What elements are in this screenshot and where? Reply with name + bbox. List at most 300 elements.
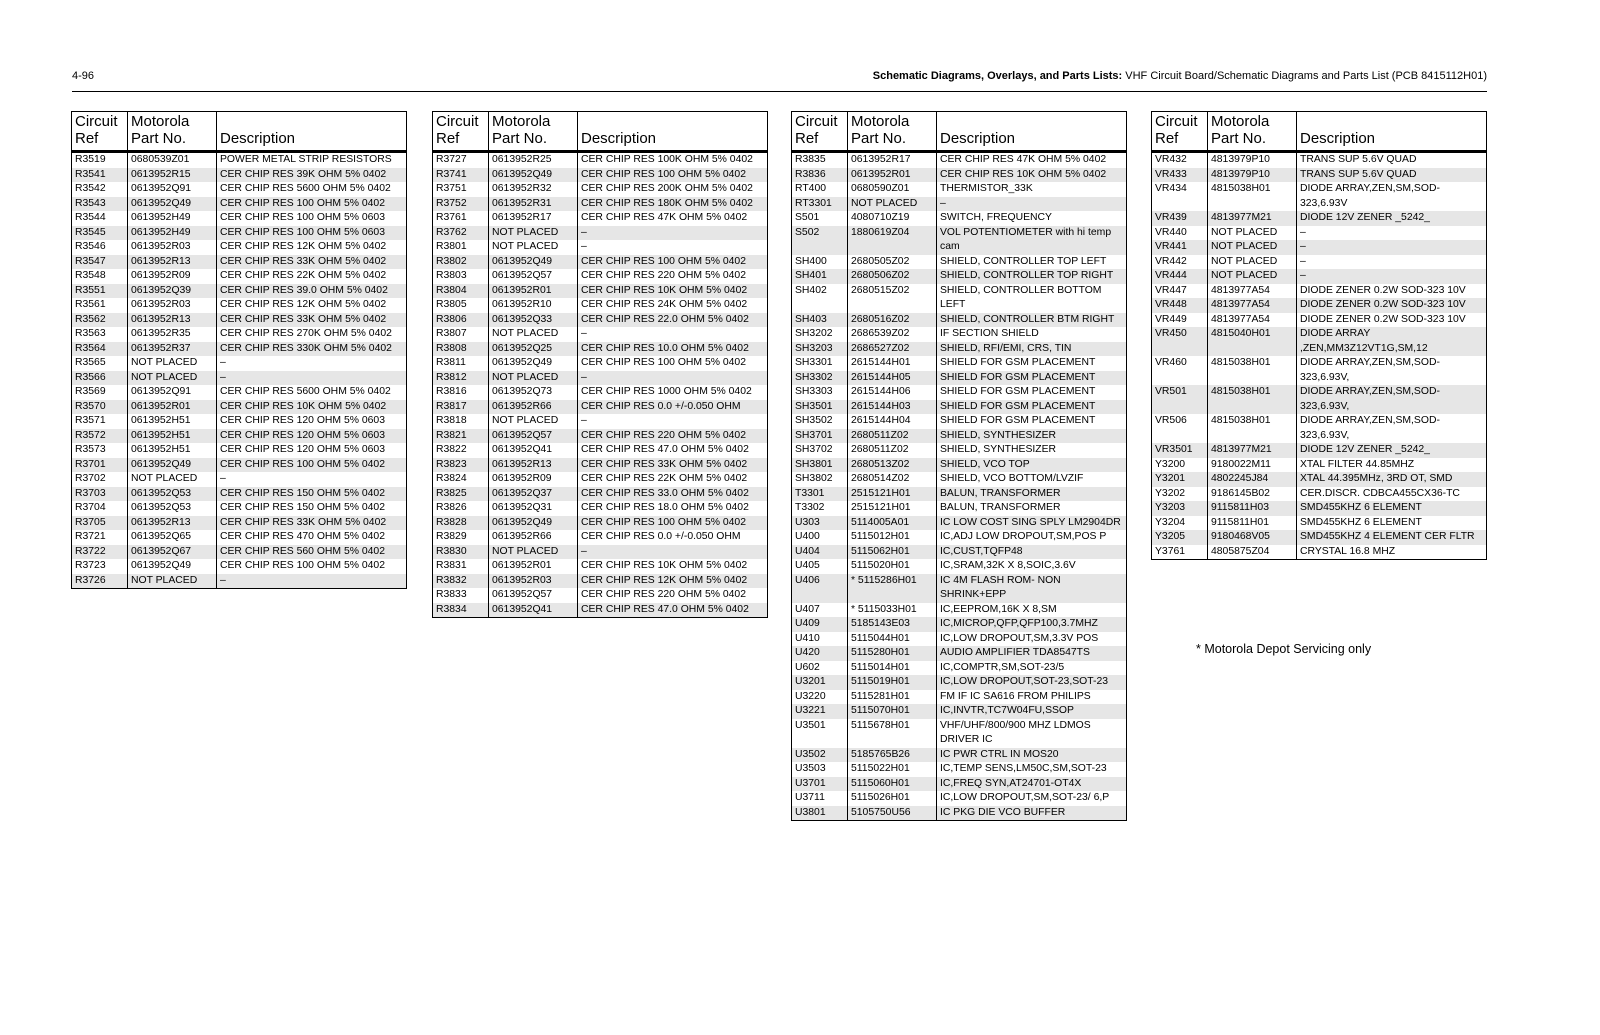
cell-description: DIODE ARRAY,ZEN,SM,SOD-323,6.93V, [1297,385,1487,414]
cell-description: IC,FREQ SYN,AT24701-OT4X [937,777,1127,792]
cell-description: DIODE ARRAY ,ZEN,MM3Z12VT1G,SM,12 [1297,327,1487,356]
table-row [792,313,1127,328]
table-row [792,762,1127,777]
table-row [72,298,407,313]
cell-circuit-ref: U3801 [792,806,848,821]
cell-description: CER CHIP RES 10K OHM 5% 0402 [578,284,768,299]
cell-description: CER CHIP RES 100 OHM 5% 0402 [217,559,407,574]
cell-circuit-ref: U3201 [792,675,848,690]
cell-circuit-ref: U409 [792,617,848,632]
cell-circuit-ref: VR448 [1152,298,1208,313]
cell-circuit-ref: U3220 [795,690,826,702]
cell-description: DIODE ARRAY,ZEN,SM,SOD-323,6.93V [1297,182,1487,211]
cell-circuit-ref: R3570 [72,400,128,415]
cell-part-no: 5115678H01 [848,719,937,748]
cell-part-no: 2680506Z02 [848,269,937,284]
cell-description: IC,ADJ LOW DROPOUT,SM,POS P [937,530,1127,545]
cell-part-no: 5115281H01 [848,690,937,705]
cell-circuit-ref: U406 [792,574,848,603]
table-row [72,255,407,270]
cell-description: CER CHIP RES 0.0 +/-0.050 OHM [578,530,768,545]
cell-part-no: 0680590Z01 [848,182,937,197]
cell-circuit-ref: SH3701 [792,429,848,444]
table-row [72,226,407,241]
cell-part-no: 0613952R13 [489,458,578,473]
table-row [433,429,768,444]
cell-circuit-ref: R3723 [75,560,106,571]
cell-part-no: 0613952Q39 [128,284,217,299]
cell-part-no: 0613952Q91 [128,385,217,400]
cell-description: CER CHIP RES 560 OHM 5% 0402 [217,545,407,560]
cell-description: SHIELD, CONTROLLER BTM RIGHT [937,313,1127,328]
cell-description: CER CHIP RES 33K OHM 5% 0402 [217,255,407,270]
cell-part-no: 0613952H51 [128,429,217,444]
table-row [1152,516,1487,531]
cell-part-no: 2615144H06 [848,385,937,400]
table-row [792,675,1127,690]
cell-circuit-ref: Y3204 [1155,516,1186,528]
cell-circuit-ref: R3548 [75,270,106,281]
table-row [1152,356,1487,385]
table-row [433,226,768,241]
cell-circuit-ref: R3572 [72,429,128,444]
cell-part-no: 5115060H01 [848,777,937,792]
table-row [72,516,407,531]
table-row [1152,501,1487,516]
cell-description: IC,EEPROM,16K X 8,SM [937,603,1127,618]
col-header-description: Description [937,112,1127,152]
table-row [433,313,768,328]
table-row [72,487,407,502]
cell-description: CER CHIP RES 22K OHM 5% 0402 [578,472,768,487]
cell-description: DIODE ZENER 0.2W SOD-323 10V [1297,284,1487,299]
cell-part-no: 2615144H01 [848,356,937,371]
cell-part-no: 0613952H49 [128,211,217,226]
cell-circuit-ref: SH3303 [795,386,833,397]
table-row [792,617,1127,632]
cell-description: CER CHIP RES 39K OHM 5% 0402 [217,168,407,183]
cell-description: SHIELD FOR GSM PLACEMENT [937,414,1127,429]
table-row [72,458,407,473]
cell-circuit-ref: SH403 [792,313,848,328]
cell-description: CER CHIP RES 10K OHM 5% 0402 [217,400,407,415]
cell-circuit-ref: R3812 [433,371,489,386]
cell-circuit-ref: R3803 [436,270,467,281]
cell-circuit-ref: R3543 [72,197,128,212]
cell-circuit-ref: R3542 [75,183,106,194]
cell-description: CER CHIP RES 100 OHM 5% 0402 [217,197,407,212]
cell-circuit-ref: R3541 [72,168,128,183]
cell-part-no: 0613952H51 [128,414,217,429]
cell-circuit-ref: R3565 [75,357,106,368]
cell-part-no: 5115026H01 [848,791,937,806]
cell-description: CER CHIP RES 100 OHM 5% 0603 [217,226,407,241]
table-row [792,559,1127,574]
table-row [792,704,1127,719]
cell-part-no: 0613952R13 [128,313,217,328]
cell-description: CRYSTAL 16.8 MHZ [1297,545,1487,560]
table-row [72,284,407,299]
cell-circuit-ref: R3802 [433,255,489,270]
cell-part-no: 0613952R13 [128,516,217,531]
cell-circuit-ref: R3547 [72,255,128,270]
page-title-bold: Schematic Diagrams, Overlays, and Parts Lists: [872,70,1123,82]
cell-part-no: NOT PLACED [128,356,217,371]
cell-part-no: 9115811H03 [1208,501,1297,516]
cell-part-no: 5115062H01 [848,545,937,560]
cell-part-no: 0613952R17 [489,211,578,226]
cell-description: SMD455KHZ 4 ELEMENT CER FLTR [1297,530,1487,545]
table-row [433,240,768,255]
table-row [72,327,407,342]
col-header-circuit-ref: Circuit Ref [72,112,128,152]
cell-part-no: 0613952R10 [489,298,578,313]
col-header-part-no: Motorola Part No. [128,112,217,152]
cell-part-no: NOT PLACED [489,327,578,342]
table-row [792,603,1127,618]
table-row [792,632,1127,647]
table-row [433,211,768,226]
cell-description: – [937,197,1127,212]
cell-circuit-ref: U3502 [792,748,848,763]
cell-part-no: 2615144H04 [848,414,937,429]
cell-circuit-ref: S502 [792,226,848,255]
cell-part-no: 0613952R01 [489,284,578,299]
cell-part-no: 0613952Q57 [489,429,578,444]
cell-part-no: NOT PLACED [128,472,217,487]
cell-part-no: 0613952Q49 [489,255,578,270]
table-header-row [433,112,768,152]
cell-description: – [578,371,768,386]
table-row [433,443,768,458]
cell-description: CER CHIP RES 220 OHM 5% 0402 [578,588,768,603]
cell-description: CER.DISCR. CDBCA455CX36-TC [1297,487,1487,502]
cell-circuit-ref: SH3203 [792,342,848,357]
table-row [792,327,1127,342]
cell-description: XTAL FILTER 44.85MHZ [1297,458,1487,473]
table-row [72,414,407,429]
table-row [792,545,1127,560]
cell-part-no: 4805875Z04 [1208,545,1297,560]
cell-circuit-ref: R3702 [75,473,106,484]
table-row [72,574,407,589]
cell-circuit-ref: R3823 [433,458,489,473]
cell-part-no: 4813979P10 [1208,152,1297,168]
cell-part-no: 9180022M11 [1208,458,1297,473]
cell-description: BALUN, TRANSFORMER [937,501,1127,516]
table-row [433,152,768,168]
cell-circuit-ref: SH3801 [792,458,848,473]
cell-part-no: * 5115033H01 [848,603,937,618]
cell-circuit-ref: R3741 [433,168,489,183]
table-row [1152,327,1487,356]
cell-part-no: 0613952Q49 [128,197,217,212]
cell-description: IC,COMPTR,SM,SOT-23/5 [937,661,1127,676]
cell-circuit-ref: VR460 [1155,357,1187,368]
table-row [72,356,407,371]
cell-part-no: 0613952Q41 [489,443,578,458]
cell-description: SHIELD, CONTROLLER TOP RIGHT [937,269,1127,284]
cell-circuit-ref: SH3702 [795,444,833,455]
cell-description: CER CHIP RES 18.0 OHM 5% 0402 [578,501,768,516]
cell-description: CER CHIP RES 330K OHM 5% 0402 [217,342,407,357]
col-header-part-no: Motorola Part No. [1208,112,1297,152]
cell-circuit-ref: R3563 [75,328,106,339]
cell-description: CER CHIP RES 1000 OHM 5% 0402 [578,385,768,400]
table-row [792,429,1127,444]
table-row [433,588,768,603]
cell-circuit-ref: SH3502 [795,415,833,426]
cell-part-no: 0613952Q41 [489,603,578,618]
table-row [72,240,407,255]
cell-part-no: NOT PLACED [848,197,937,212]
table-row [72,168,407,183]
cell-circuit-ref: R3727 [436,154,467,165]
table-row [792,400,1127,415]
cell-circuit-ref: R3832 [433,574,489,589]
cell-description: CER CHIP RES 0.0 +/-0.050 OHM [578,400,768,415]
table-row [433,574,768,589]
table-row [792,777,1127,792]
cell-description: CER CHIP RES 22.0 OHM 5% 0402 [578,313,768,328]
cell-part-no: NOT PLACED [1208,269,1297,284]
cell-description: IC LOW COST SING SPLY LM2904DR [937,516,1127,531]
table-row [433,545,768,560]
cell-description: CER CHIP RES 10K OHM 5% 0402 [937,168,1127,183]
cell-circuit-ref: Y3200 [1155,458,1186,470]
cell-description: CER CHIP RES 33.0 OHM 5% 0402 [578,487,768,502]
table-row [792,152,1127,168]
col-header-circuit-ref: Circuit Ref [433,112,489,152]
table-row [72,472,407,487]
table-row [792,414,1127,429]
cell-part-no: 0613952R03 [489,574,578,589]
table-row [433,168,768,183]
page-title [873,70,1487,82]
cell-description: TRANS SUP 5.6V QUAD [1297,152,1487,168]
cell-circuit-ref: U404 [792,545,848,560]
table-row [72,385,407,400]
table-row [1152,530,1487,545]
cell-description: SHIELD, RFI/EMI, CRS, TIN [937,342,1127,357]
cell-circuit-ref: Y3203 [1152,501,1208,516]
cell-part-no: 5115044H01 [848,632,937,647]
cell-part-no: 0613952Q73 [489,385,578,400]
table-row [792,574,1127,603]
cell-part-no: 5115019H01 [848,675,937,690]
cell-part-no: 2680513Z02 [848,458,937,473]
cell-circuit-ref: R3569 [75,386,106,397]
cell-description: DIODE ARRAY,ZEN,SM,SOD-323,6.93V, [1297,414,1487,443]
cell-part-no: 0613952R01 [848,168,937,183]
cell-part-no: NOT PLACED [1208,240,1297,255]
cell-circuit-ref: R3571 [75,415,106,426]
cell-part-no: 0613952R25 [489,152,578,168]
table-row [792,806,1127,821]
table-row [433,269,768,284]
cell-part-no: 0613952R03 [128,298,217,313]
cell-description: CER CHIP RES 47.0 OHM 5% 0402 [578,603,768,618]
cell-circuit-ref: R3704 [75,502,106,513]
cell-circuit-ref: R3824 [436,473,467,484]
table-row [433,182,768,197]
cell-part-no: 0613952Q53 [128,501,217,516]
table-row [433,385,768,400]
col-header-circuit-ref: Circuit Ref [1152,112,1208,152]
table-row [792,255,1127,270]
table-row [433,603,768,618]
cell-part-no: 0613952R31 [489,197,578,212]
cell-circuit-ref: VR444 [1152,269,1208,284]
cell-description: DIODE ZENER 0.2W SOD-323 10V [1297,313,1487,328]
cell-circuit-ref: R3826 [436,502,467,513]
table-row [433,284,768,299]
table-row [433,458,768,473]
cell-part-no: 4813977A54 [1208,313,1297,328]
cell-part-no: 9180468V05 [1208,530,1297,545]
table-row [433,501,768,516]
cell-circuit-ref: U3711 [795,792,825,803]
cell-part-no: NOT PLACED [489,414,578,429]
cell-description: IC,TEMP SENS,LM50C,SM,SOT-23 [937,762,1127,777]
cell-circuit-ref: VR506 [1155,415,1187,426]
table-row [792,748,1127,763]
cell-circuit-ref: R3822 [436,444,467,455]
table-row [1152,284,1487,299]
cell-part-no: 2680515Z02 [848,284,937,313]
table-row [72,559,407,574]
table-row [1152,168,1487,183]
col-header-circuit-ref: Circuit Ref [792,112,848,152]
table-row [792,443,1127,458]
table-row [792,342,1127,357]
cell-description: SMD455KHZ 6 ELEMENT [1297,516,1487,531]
table-row [1152,472,1487,487]
cell-description: – [578,545,768,560]
cell-description: CER CHIP RES 39.0 OHM 5% 0402 [217,284,407,299]
cell-part-no: 0613952Q31 [489,501,578,516]
cell-part-no: 1880619Z04 [848,226,937,255]
cell-part-no: 0613952R13 [128,255,217,270]
cell-circuit-ref: R3561 [75,299,106,310]
cell-circuit-ref: R3830 [433,545,489,560]
cell-circuit-ref: SH400 [795,255,827,267]
parts-table-3 [791,111,1127,821]
cell-description: CER CHIP RES 24K OHM 5% 0402 [578,298,768,313]
cell-circuit-ref: R3722 [72,545,128,560]
cell-circuit-ref: U405 [795,560,820,571]
table-row [792,791,1127,806]
table-row [433,414,768,429]
cell-part-no: 4802245J84 [1208,472,1297,487]
table-row [433,255,768,270]
cell-circuit-ref: R3833 [436,589,467,600]
cell-description: IC,LOW DROPOUT,SOT-23,SOT-23 [937,675,1127,690]
cell-part-no: 0613952Q25 [489,342,578,357]
cell-description: SHIELD FOR GSM PLACEMENT [937,400,1127,415]
col-header-description: Description [217,112,407,152]
cell-part-no: 0613952R17 [848,152,937,168]
col-header-description: Description [578,112,768,152]
cell-description: IC PWR CTRL IN MOS20 [937,748,1127,763]
cell-part-no: 2680514Z02 [848,472,937,487]
table-row [1152,385,1487,414]
table-row [433,298,768,313]
cell-description: CER CHIP RES 180K OHM 5% 0402 [578,197,768,212]
cell-part-no: 0613952Q49 [128,458,217,473]
cell-description: CER CHIP RES 5600 OHM 5% 0402 [217,182,407,197]
table-row [433,516,768,531]
cell-circuit-ref: R3519 [75,154,106,165]
cell-part-no: 0613952H51 [128,443,217,458]
cell-circuit-ref: VR441 [1152,240,1208,255]
table-row [792,690,1127,705]
cell-description: CER CHIP RES 120 OHM 5% 0603 [217,414,407,429]
table-row [792,719,1127,748]
cell-part-no: 4813979P10 [1208,168,1297,183]
cell-circuit-ref: VR3501 [1152,443,1208,458]
table-row [1152,487,1487,502]
cell-description: SHIELD, CONTROLLER BOTTOM LEFT [937,284,1127,313]
cell-part-no: 4813977M21 [1208,443,1297,458]
cell-circuit-ref: R3546 [75,241,106,252]
cell-description: SWITCH, FREQUENCY [937,211,1127,226]
table-row [1152,255,1487,270]
table-row [792,385,1127,400]
cell-description: – [578,240,768,255]
cell-part-no: NOT PLACED [489,226,578,241]
cell-part-no: NOT PLACED [128,371,217,386]
cell-circuit-ref: R3564 [72,342,128,357]
cell-circuit-ref: VR434 [1155,183,1187,194]
cell-part-no: 4815038H01 [1208,385,1297,414]
cell-part-no: 0613952R09 [128,269,217,284]
cell-circuit-ref: R3566 [72,371,128,386]
cell-part-no: 0680539Z01 [128,152,217,168]
cell-part-no: 0613952Q49 [489,356,578,371]
cell-part-no: 0613952Q49 [489,168,578,183]
cell-part-no: * 5115286H01 [848,574,937,603]
cell-circuit-ref: R3804 [433,284,489,299]
table-row [433,197,768,212]
cell-description: IC,MICROP,QFP,QFP100,3.7MHZ [937,617,1127,632]
cell-description: CER CHIP RES 120 OHM 5% 0603 [217,443,407,458]
cell-description: SHIELD, VCO TOP [937,458,1127,473]
cell-description: IC,CUST,TQFP48 [937,545,1127,560]
cell-part-no: NOT PLACED [489,545,578,560]
cell-part-no: 0613952R01 [128,400,217,415]
cell-circuit-ref: U3221 [792,704,848,719]
parts-table-4 [1151,111,1487,560]
table-row [792,371,1127,386]
table-row [433,327,768,342]
table-row [433,472,768,487]
cell-part-no: 4080710Z19 [848,211,937,226]
cell-part-no: 0613952Q37 [489,487,578,502]
cell-part-no: 4815038H01 [1208,414,1297,443]
cell-description: – [217,371,407,386]
cell-circuit-ref: R3825 [433,487,489,502]
cell-description: IC,SRAM,32K X 8,SOIC,3.6V [937,559,1127,574]
cell-part-no: 5115014H01 [848,661,937,676]
cell-part-no: 0613952Q33 [489,313,578,328]
cell-circuit-ref: U602 [795,661,820,673]
cell-description: CER CHIP RES 470 OHM 5% 0402 [217,530,407,545]
cell-part-no: 2680516Z02 [848,313,937,328]
table-row [72,197,407,212]
cell-description: CER CHIP RES 10.0 OHM 5% 0402 [578,342,768,357]
cell-description: – [1297,269,1487,284]
